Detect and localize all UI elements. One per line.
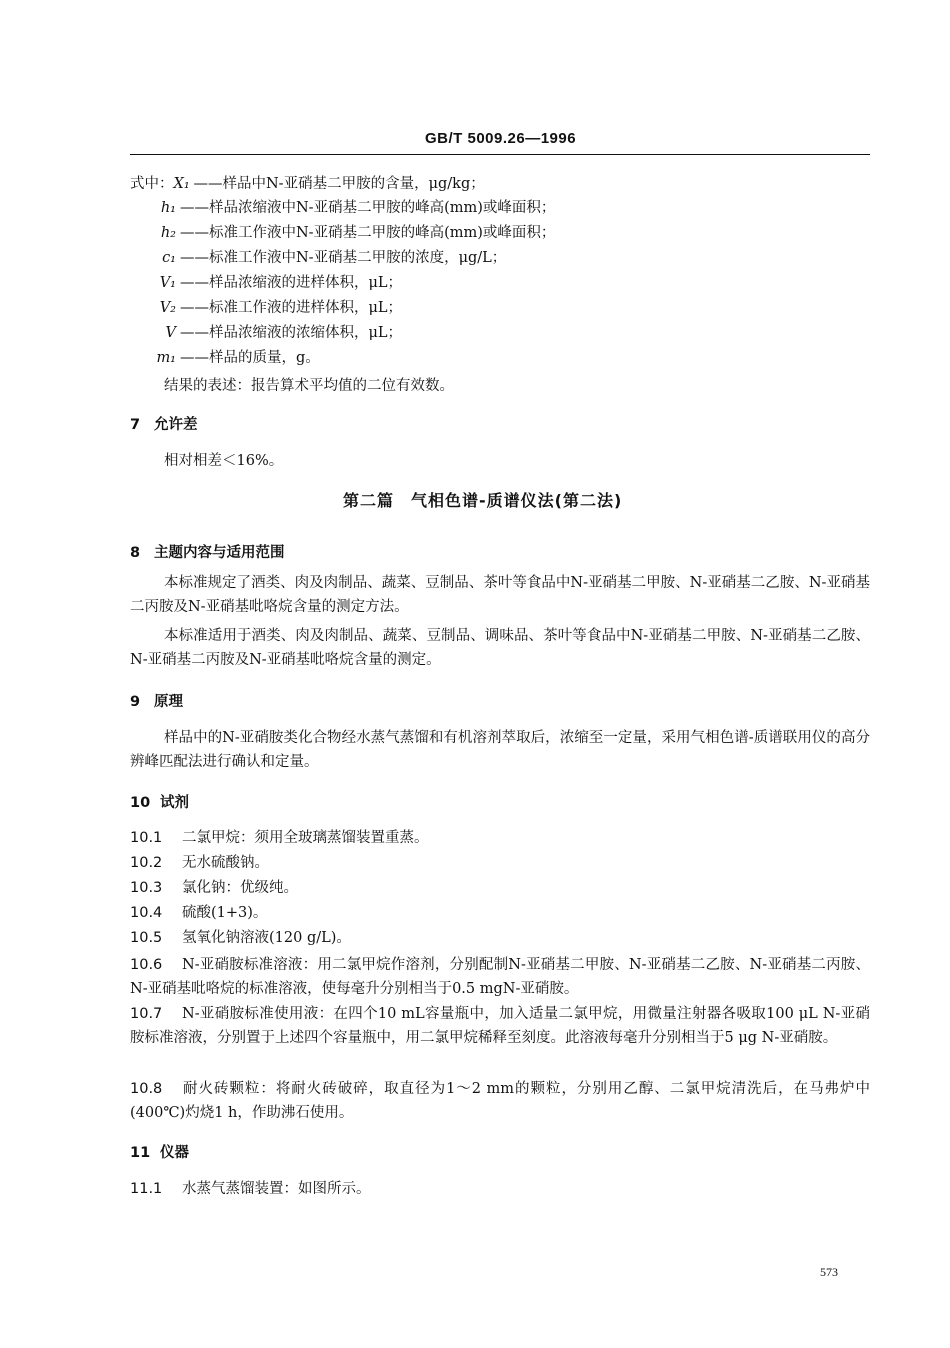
legend-line-v xyxy=(130,323,402,343)
section-11-heading xyxy=(130,1141,189,1162)
item-text: 二氯甲烷：须用全玻璃蒸馏装置重蒸。 xyxy=(182,830,429,846)
legend-text: ——标准工作液中N-亚硝基二甲胺的浓度，μg/L； xyxy=(180,250,507,266)
item-number: 10.4 xyxy=(130,905,163,921)
reagent-item xyxy=(130,1077,870,1125)
reagent-item xyxy=(130,903,267,923)
section-7-heading xyxy=(130,413,198,434)
legend-prefix: 式中： xyxy=(130,176,174,192)
instrument-item xyxy=(130,1179,371,1199)
item-text: 氯化钠：优级纯。 xyxy=(182,880,298,896)
item-number: 10.8 xyxy=(130,1081,163,1097)
legend-line-h1 xyxy=(130,198,555,218)
item-text: 氢氧化钠溶液(120 g/L)。 xyxy=(182,930,351,946)
legend-line-m1 xyxy=(130,348,320,368)
legend-line-c1 xyxy=(130,248,506,268)
reagent-item xyxy=(130,928,351,948)
section-number: 7 xyxy=(130,417,141,433)
item-number: 10.5 xyxy=(130,930,163,946)
legend-symbol: m₁ xyxy=(156,350,176,366)
legend-symbol: c₁ xyxy=(162,250,176,266)
reagent-item xyxy=(130,878,298,898)
legend-text: ——样品浓缩液中N-亚硝基二甲胺的峰高(mm)或峰面积； xyxy=(180,200,556,216)
item-text: N-亚硝胺标准溶液：用二氯甲烷作溶剂，分别配制N-亚硝基二甲胺、N-亚硝基二乙胺、N-亚硝基二丙胺、N-亚硝基吡咯烷的标准溶液，使每毫升分别相当于0.5 mgN-亚硝胺。 xyxy=(130,957,870,997)
section-title: 仪器 xyxy=(160,1145,189,1161)
item-number: 10.1 xyxy=(130,830,163,846)
legend-line-h2 xyxy=(130,223,555,243)
item-text: 无水硫酸钠。 xyxy=(182,855,269,871)
section-number: 10 xyxy=(130,795,151,811)
section-number: 9 xyxy=(130,694,141,710)
legend-symbol: h₂ xyxy=(160,225,176,241)
item-number: 10.6 xyxy=(130,957,163,973)
reagent-item xyxy=(130,1002,870,1050)
legend-text: ——标准工作液的进样体积，μL； xyxy=(180,300,403,316)
section-title: 允许差 xyxy=(154,417,198,433)
section-title: 原理 xyxy=(154,694,183,710)
legend-text: ——样品浓缩液的浓缩体积，μL； xyxy=(180,325,403,341)
item-number: 10.2 xyxy=(130,855,163,871)
section-title: 主题内容与适用范围 xyxy=(154,545,285,561)
section-8-paragraph-1: 本标准规定了酒类、肉及肉制品、蔬菜、豆制品、茶叶等食品中N-亚硝基二甲胺、N-亚硝基二乙胺、N-亚硝基二丙胺及N-亚硝基吡咯烷含量的测定方法。 xyxy=(130,575,870,615)
page-header-standard-number: GB/T 5009.26—1996 xyxy=(425,130,577,147)
legend-line-v1 xyxy=(130,273,402,293)
result-statement: 结果的表述：报告算术平均值的二位有效数。 xyxy=(164,378,454,394)
part-title: 第二篇 气相色谱-质谱仪法(第二法) xyxy=(343,491,623,510)
legend-line-x1 xyxy=(130,174,485,194)
legend-text: ——样品浓缩液的进样体积，μL； xyxy=(180,275,403,291)
item-number: 11.1 xyxy=(130,1181,163,1197)
reagent-item xyxy=(130,853,269,873)
legend-text: ——样品中N-亚硝基二甲胺的含量，μg/kg； xyxy=(193,176,485,192)
reagent-item xyxy=(130,828,429,848)
reagent-item xyxy=(130,953,870,1001)
legend-symbol: V₁ xyxy=(159,275,176,291)
item-number: 10.7 xyxy=(130,1006,163,1022)
legend-symbol: V xyxy=(165,325,176,341)
legend-text: ——标准工作液中N-亚硝基二甲胺的峰高(mm)或峰面积； xyxy=(180,225,556,241)
item-text: 水蒸气蒸馏装置：如图所示。 xyxy=(182,1181,371,1197)
section-9-heading xyxy=(130,690,183,711)
legend-symbol: h₁ xyxy=(160,200,176,216)
section-8-heading xyxy=(130,541,285,562)
section-7-body: 相对相差＜16%。 xyxy=(164,453,284,469)
item-text: 硫酸(1+3)。 xyxy=(182,905,268,921)
page-number: 573 xyxy=(820,1265,838,1279)
section-8-paragraph-2: 本标准适用于酒类、肉及肉制品、蔬菜、豆制品、调味品、茶叶等食品中N-亚硝基二甲胺、N-亚硝基二乙胺、N-亚硝基二丙胺及N-亚硝基吡咯烷含量的测定。 xyxy=(130,628,870,668)
header-rule xyxy=(130,154,870,155)
item-text: 耐火砖颗粒：将耐火砖破碎，取直径为1～2 mm的颗粒，分别用乙醇、二氯甲烷清洗后，在马弗炉中(400℃)灼烧1 h，作助沸石使用。 xyxy=(130,1081,870,1121)
legend-line-v2 xyxy=(130,298,402,318)
section-title: 试剂 xyxy=(160,795,189,811)
section-9-paragraph: 样品中的N-亚硝胺类化合物经水蒸气蒸馏和有机溶剂萃取后，浓缩至一定量，采用气相色谱-质谱联用仪的高分辨峰匹配法进行确认和定量。 xyxy=(130,730,870,770)
legend-symbol: V₂ xyxy=(159,300,176,316)
legend-symbol: X₁ xyxy=(173,176,190,192)
legend-text: ——样品的质量，g。 xyxy=(180,350,320,366)
section-number: 11 xyxy=(130,1145,151,1161)
item-text: N-亚硝胺标准使用液：在四个10 mL容量瓶中，加入适量二氯甲烷，用微量注射器各吸取100 μL N-亚硝胺标准溶液，分别置于上述四个容量瓶中，用二氯甲烷稀释至刻度。此溶液每毫升分别相当于5 μg N-亚硝胺。 xyxy=(130,1006,870,1046)
section-10-heading xyxy=(130,791,189,812)
section-number: 8 xyxy=(130,545,141,561)
item-number: 10.3 xyxy=(130,880,163,896)
